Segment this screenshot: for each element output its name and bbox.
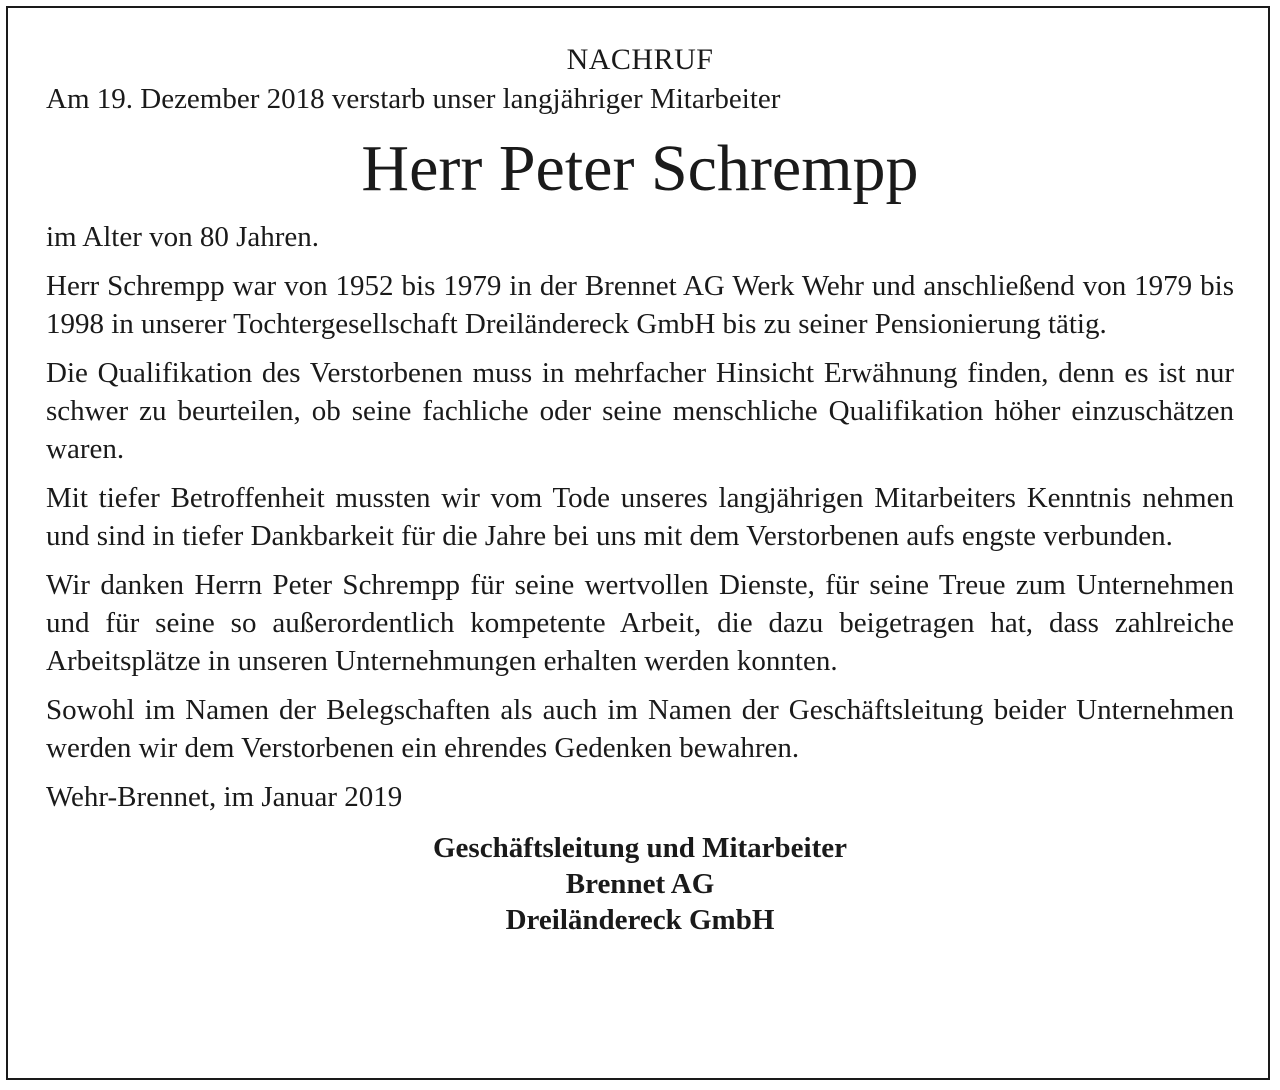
- age-line: im Alter von 80 Jahren.: [46, 221, 320, 253]
- place-date: Wehr-Brennet, im Januar 2019: [46, 781, 403, 813]
- gratitude-paragraph: Wir danken Herrn Peter Schrempp für seine wertvollen Dienste, für seine Treue zum Unternehmen und für seine so außerordentlich kompetente Arbeit, die dazu beigetragen hat, dass zahlreiche Arbeitsplätze in unseren Unternehmungen erhalten werden konnten.: [46, 569, 1234, 677]
- notice-heading: NACHRUF: [566, 43, 714, 76]
- deceased-name: Herr Peter Schrempp: [361, 132, 919, 205]
- signature-line-brennet: Brennet AG: [565, 868, 715, 900]
- signature-line-management: Geschäftsleitung und Mitarbeiter: [432, 832, 847, 864]
- signature-line-dreilaendereck: Dreiländereck GmbH: [505, 904, 775, 936]
- qualification-paragraph: Die Qualifikation des Verstorbenen muss in mehrfacher Hinsicht Erwähnung finden, denn es ist nur schwer zu beurteilen, ob seine fachliche oder seine menschliche Qualifikation höher einzuschätzen waren.: [46, 357, 1234, 465]
- obituary-notice: [46, 40, 1234, 938]
- career-paragraph: Herr Schrempp war von 1952 bis 1979 in der Brennet AG Werk Wehr und anschließend von 1979 bis 1998 in unserer Tochtergesellschaft Dreiländereck GmbH bis zu seiner Pensionierung tätig.: [46, 270, 1234, 340]
- condolence-paragraph: Mit tiefer Betroffenheit mussten wir vom Tode unseres langjährigen Mitarbeiters Kenntnis nehmen und sind in tiefer Dankbarkeit für die Jahre bei uns mit dem Verstorbenen aufs engste verbunden.: [46, 482, 1234, 552]
- signature-block: [46, 830, 1234, 938]
- remembrance-paragraph: Sowohl im Namen der Belegschaften als auch im Namen der Geschäftsleitung beider Unternehmen werden wir dem Verstorbenen ein ehrendes Gedenken bewahren.: [46, 694, 1234, 764]
- notice-intro: Am 19. Dezember 2018 verstarb unser langjähriger Mitarbeiter: [46, 83, 781, 115]
